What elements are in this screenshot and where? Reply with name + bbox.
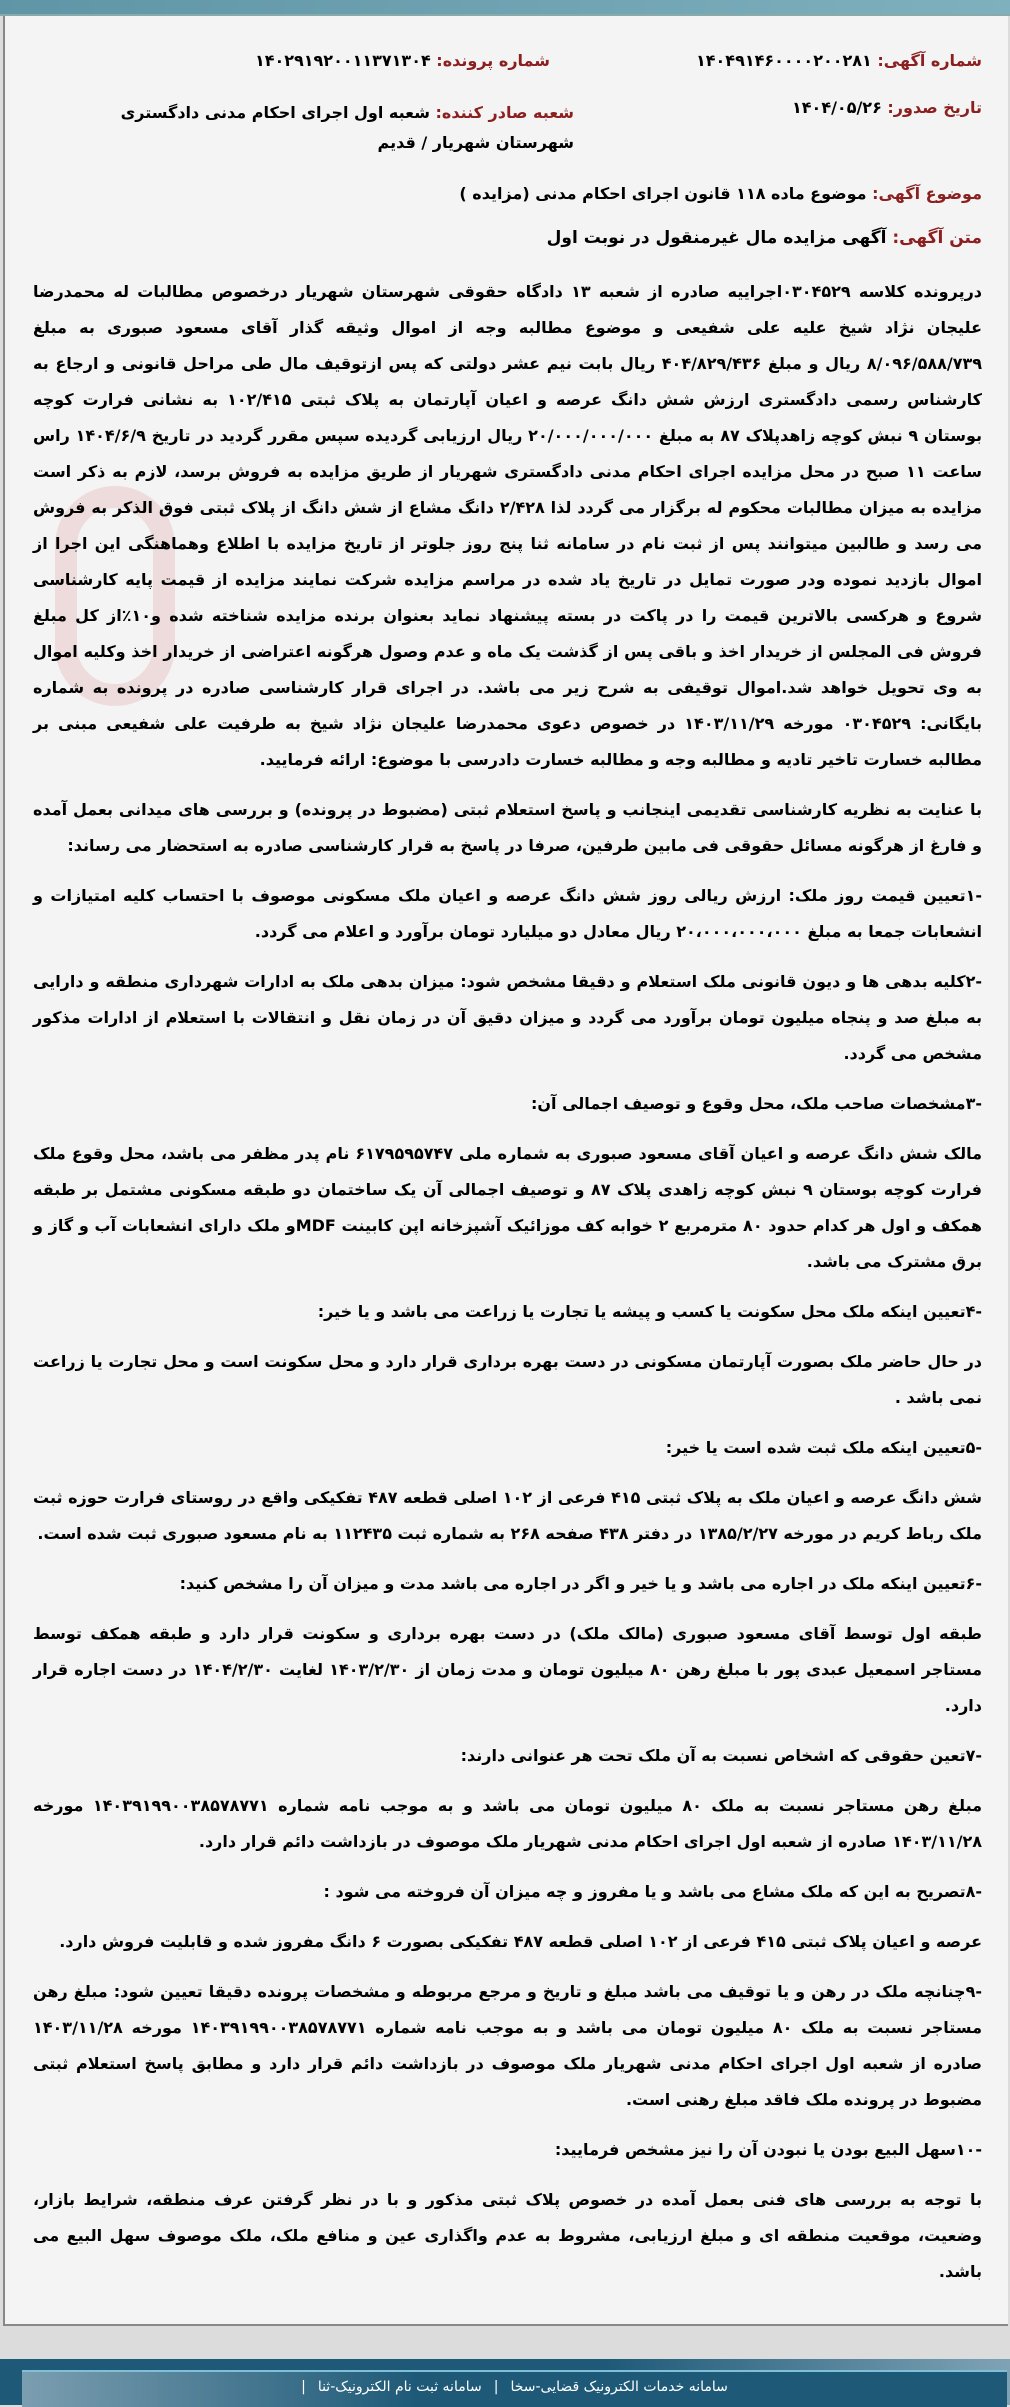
- body-paragraph: با عنایت به نظریه کارشناسی تقدیمی اینجانب و پاسخ استعلام ثبتی (مضبوط در پرونده) و بررسی های میدانی بعمل آمده و فارغ از هرگونه مسائل حقوقی فی مابین طرفین، صرفا در پاسخ به قرار کارشناسی صادره به استحضار می رساند:: [33, 800, 982, 855]
- footer: [0, 2359, 1010, 2405]
- notice-header: [33, 16, 982, 274]
- notice-title: [547, 228, 982, 248]
- issue-date-value: ۱۴۰۴/۰۵/۲۶: [792, 98, 882, 117]
- body-paragraph: عرصه و اعیان پلاک ثبتی ۴۱۵ فرعی از ۱۰۲ اصلی قطعه ۴۸۷ تفکیکی بصورت ۶ دانگ مفروز شده و قابلیت فروش دارد.: [59, 1932, 982, 1951]
- subject-label: موضوع آگهی:: [872, 184, 982, 203]
- case-number-label: شماره پرونده:: [436, 51, 550, 70]
- subject: [459, 184, 982, 203]
- body-paragraph: در حال حاضر ملک بصورت آپارتمان مسکونی در دست بهره برداری قرار دارد و محل سکونت است و محل تجارت یا زراعت نمی باشد .: [33, 1352, 982, 1407]
- body-paragraph: مالک شش دانگ عرصه و اعیان آقای مسعود صبوری به شماره ملی ۶۱۷۹۵۹۵۷۴۷ نام پدر مظفر می باشد، محل وقوع ملک فرارت کوچه بوستان ۹ نبش کوچه زاهدی پلاک ۸۷ و توصیف اجمالی آن یک ساختمان دو طبقه مسکونی مشتمل بر طبقه همکف و اول هر کدام حدود ۸۰ مترمربع ۲ خوابه کف موزائیک آشپزخانه اپن کابینت MDFو ملک دارای انشعابات آب و گاز و برق مشترک می باشد.: [33, 1144, 983, 1271]
- footer-separator: |: [493, 2379, 499, 2395]
- notice-body: [33, 274, 982, 2290]
- issue-date: [792, 98, 982, 117]
- footer-separator: |: [301, 2379, 306, 2395]
- notice-text-label: متن آگهی:: [892, 228, 982, 248]
- body-heading: -۴تعیین اینکه ملک محل سکونت یا کسب و پیشه یا تجارت یا زراعت می باشد و یا خیر:: [317, 1302, 982, 1321]
- body-paragraph: -۱تعیین قیمت روز ملک: ارزش ریالی روز شش دانگ عرصه و اعیان ملک مسکونی موصوف با احتساب کلیه امتیازات و انشعابات جمعا به مبلغ ۲۰،۰۰۰،۰۰۰،۰۰۰ ریال معادل دو میلیارد تومان برآورد و اعلام می گردد.: [33, 886, 982, 941]
- body-heading: -۳مشخصات صاحب ملک، محل وقوع و توصیف اجمالی آن:: [531, 1094, 982, 1113]
- ad-number-value: ۱۴۰۴۹۱۴۶۰۰۰۰۲۰۰۲۸۱: [696, 51, 872, 70]
- footer-links: [22, 2370, 1007, 2407]
- issuing-branch-label: شعبه صادر کننده:: [435, 103, 574, 122]
- body-paragraph: درپرونده کلاسه ۰۳۰۴۵۲۹اجراییه صادره از شعبه ۱۳ دادگاه حقوقی شهرستان شهریار درخصوص مطالبات له محمدرضا علیجان نژاد شیخ علیه علی شفیعی و موضوع مطالبه وجه از اموال وثیقه گذار آقای مسعود صبوری به مبلغ ۸/۰۹۶/۵۸۸/۷۳۹ ریال و مبلغ ۴۰۴/۸۲۹/۴۳۶ ریال بابت نیم عشر دولتی که پس ازتوقیف مال طی مراحل قانونی و ارجاع به کارشناس رسمی دادگستری ارزش شش دانگ عرصه و اعیان آپارتمان به پلاک ثبتی ۱۰۲/۴۱۵ به نشانی فرارت کوچه بوستان ۹ نبش کوچه زاهدپلاک ۸۷ به مبلغ ۲۰/۰۰۰/۰۰۰/۰۰۰ ریال ارزیابی گردیده سپس مقرر گردید در تاریخ ۱۴۰۴/۶/۹ راس ساعت ۱۱ صبح در محل مزایده اجرای احکام مدنی دادگستری شهریار از طریق مزایده به فروش برسد، لازم به ذکر است مزایده به میزان مطالبات محکوم له برگزار می گردد لذا ۲/۴۲۸ دانگ مشاع از شش دانگ از پلاک ثبتی فوق الذکر به فروش می رسد و طالبین میتوانند پس از ثبت نام در سامانه ثنا پنج روز جلوتر از تاریخ مزایده با اطلاع وهماهنگی این اجرا از اموال بازدید نموده ودر صورت تمایل در تاریخ یاد شده در مراسم مزایده شرکت نمایند مزایده از قیمت پایه کارشناسی شروع و هرکسی بالاترین قیمت را در پاکت در بسته پیشنهاد نماید بعنوان برنده مزایده شناخته شده و۱۰٪از کل مبلغ فروش فی المجلس از خریدار اخذ و باقی پس از گذشت یک ماه و عدم وصول هرگونه اعتراضی از خریدار اخذ وکلیه اموال به وی تحویل خواهد شد.اموال توقیفی به شرح زیر می باشد. در اجرای قرار کارشناسی صادره در پرونده به شماره بایگانی: ۰۳۰۴۵۲۹ مورخه ۱۴۰۳/۱۱/۲۹ در خصوص دعوی محمدرضا علیجان نژاد شیخ به طرفیت علی شفیعی مبنی بر مطالبه خسارت تاخیر تادیه و مطالبه وجه و مطالبه خسارت دادرسی با موضوع: ارائه فرمایید.: [33, 282, 983, 769]
- body-heading: -۱۰سهل البیع بودن یا نبودن آن را نیز مشخص فرمایید:: [554, 2140, 982, 2159]
- body-paragraph: با توجه به بررسی های فنی بعمل آمده در خصوص پلاک ثبتی مذکور و با در نظر گرفتن عرف منطقه، شرایط بازار، وضعیت، موقعیت منطقه ای و مبلغ ارزیابی، مشروط به عدم واگذاری عین و منافع ملک، ملک موصوف سهل البیع می باشد.: [33, 2190, 982, 2281]
- case-number: [255, 51, 550, 70]
- body-paragraph: -۹چنانچه ملک در رهن و یا توقیف می باشد مبلغ و تاریخ و مرجع مربوطه و مشخصات پرونده دقیقا تعیین شود: مبلغ رهن مستاجر نسبت به ملک ۸۰ میلیون تومان می باشد و به موجب نامه شماره ۱۴۰۳۹۱۹۹۰۰۳۸۵۷۸۷۷۱ مورخه ۱۴۰۳/۱۱/۲۸ صادره از شعبه اول اجرای احکام مدنی شهریار ملک موصوف در بازداشت دائم قرار دارد و مطابق پاسخ استعلام ثبتی مضبوط در پرونده ملک فاقد مبلغ رهنی است.: [33, 1982, 982, 2109]
- footer-spacer: [0, 2326, 1010, 2359]
- footer-link-sakha[interactable]: سامانه خدمات الکترونیک قضایی-سخا: [510, 2379, 728, 2395]
- case-number-value: ۱۴۰۲۹۱۹۲۰۰۱۱۳۷۱۳۰۴: [254, 51, 431, 70]
- body-heading: -۷تعین حقوقی که اشخاص نسبت به آن ملک تحت هر عنوانی دارند:: [460, 1746, 982, 1765]
- body-paragraph: شش دانگ عرصه و اعیان ملک به پلاک ثبتی ۴۱۵ فرعی از ۱۰۲ اصلی قطعه ۴۸۷ تفکیکی واقع در روستای فرارت حوزه ثبت ملک رباط کریم در مورخه ۱۳۸۵/۲/۲۷ در دفتر ۴۳۸ صفحه ۲۶۸ به شماره ثبت ۱۱۲۴۳۵ به نام مسعود صبوری ثبت شده است.: [33, 1488, 983, 1543]
- body-paragraph: مبلغ رهن مستاجر نسبت به ملک ۸۰ میلیون تومان می باشد و به موجب نامه شماره ۱۴۰۳۹۱۹۹۰۰۳۸۵۷۸۷۷۱ مورخه ۱۴۰۳/۱۱/۲۸ صادره از شعبه اول اجرای احکام مدنی شهریار ملک موصوف در بازداشت دائم قرار دارد.: [33, 1796, 983, 1851]
- body-paragraph: طبقه اول توسط آقای مسعود صبوری (مالک ملک) در دست بهره برداری و سکونت قرار دارد و طبقه همکف توسط مستاجر اسمعیل عبدی پور با مبلغ رهن ۸۰ میلیون تومان و مدت زمان از ۱۴۰۳/۲/۳۰ لغایت ۱۴۰۴/۲/۳۰ در دست اجاره قرار دارد.: [33, 1624, 983, 1715]
- notice-panel: [3, 16, 1008, 2326]
- footer-link-sana[interactable]: سامانه ثبت نام الکترونیک-ثنا: [317, 2379, 482, 2395]
- body-heading: -۶تعیین اینکه ملک در اجاره می باشد و یا خیر و اگر در اجاره می باشد مدت و میزان آن را مشخص کنید:: [179, 1574, 982, 1593]
- ad-number: [696, 51, 982, 70]
- body-paragraph: -۲کلیه بدهی ها و دیون قانونی ملک استعلام و دقیقا مشخص شود: میزان بدهی ملک به ادارات شهرداری منطقه و دارایی به مبلغ صد و پنجاه میلیون تومان برآورد می گردد و میزان دقیق آن در زمان نقل و انتقالات با استعلام از ادارات مذکور مشخص می گردد.: [33, 972, 982, 1063]
- notice-content: [33, 16, 982, 2290]
- top-bar: [0, 0, 1010, 16]
- body-heading: -۸تصریح به این که ملک مشاع می باشد و یا مفروز و چه میزان آن فروخته می شود :: [323, 1882, 982, 1901]
- issue-date-label: تاریخ صدور:: [887, 98, 982, 117]
- issuing-branch-value: شعبه اول اجرای احکام مدنی دادگستری شهرستان شهریار / قدیم: [120, 103, 574, 152]
- ad-number-label: شماره آگهی:: [877, 51, 982, 70]
- body-heading: -۵تعیین اینکه ملک ثبت شده است یا خیر:: [665, 1438, 982, 1457]
- notice-title-value: آگهی مزایده مال غیرمنقول در نوبت اول: [546, 228, 887, 248]
- issuing-branch: [43, 98, 574, 158]
- subject-value: موضوع ماده ۱۱۸ قانون اجرای احکام مدنی (مزایده ): [459, 184, 867, 203]
